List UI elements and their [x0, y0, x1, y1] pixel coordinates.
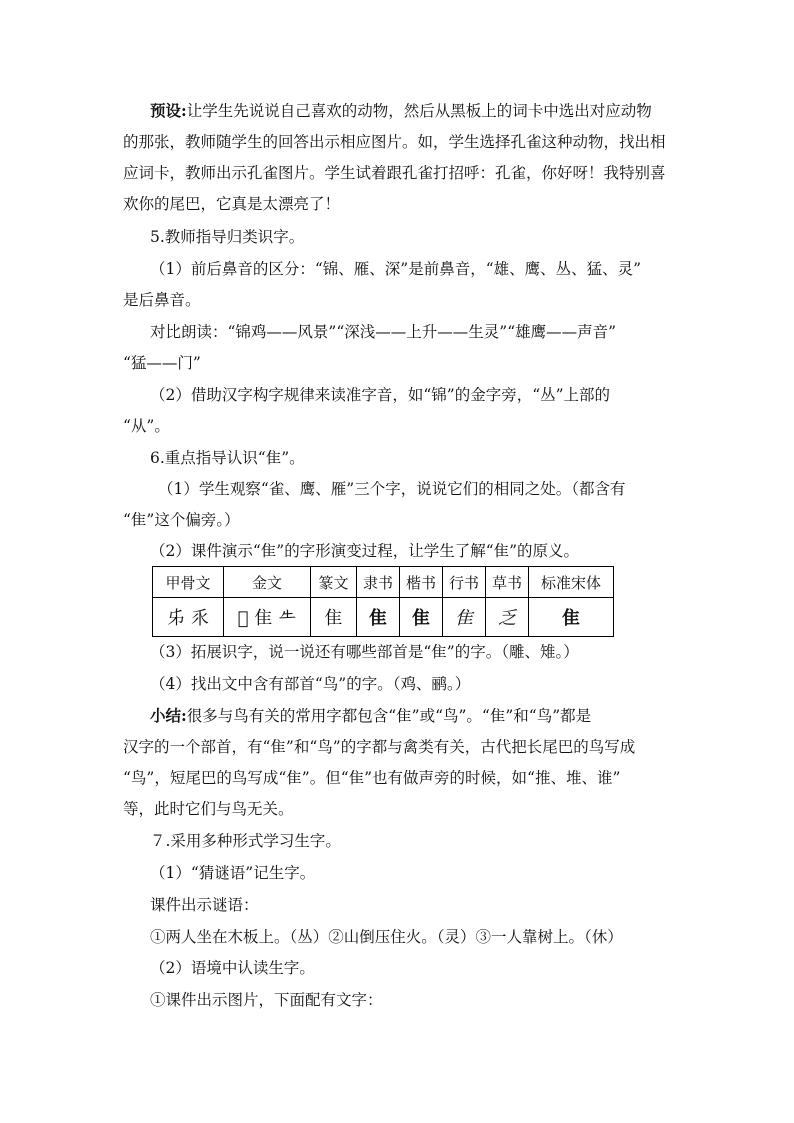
glyph-cell-oracle [153, 598, 224, 637]
step7-riddles: ①两人坐在木板上。（丛）②山倒压住火。（灵）③一人靠树上。（休） [150, 928, 623, 946]
glyph: 隹 [324, 608, 343, 629]
step5-p2-line-2: “从”。 [123, 417, 170, 435]
glyph-cell-seal [311, 598, 357, 637]
step5-p2-line-1: （2）借助汉字构字规律来读准字音，如“锦”的金字旁，“丛”上部的 [150, 386, 611, 404]
table-glyph-row [153, 598, 614, 637]
step7-p1: （1）“猜谜语”记生字。 [150, 864, 316, 882]
table-header-cell: 标准宋体 [529, 567, 614, 598]
step5-compare-line-1: 对比朗读：“锦鸡——风景”“深浅——上升——生灵”“雄鹰——声音” [150, 323, 617, 341]
glyph: 隹 [369, 608, 387, 629]
step7-p2: （2）语境中认读生字。 [150, 959, 315, 977]
glyph: 𠃧 [237, 608, 249, 629]
step7-title: ７.采用多种形式学习生字。 [150, 832, 341, 850]
glyph-cell-cursive [486, 598, 529, 637]
step6-p1-line-1: （1）学生观察“雀、鹰、雁”三个字，说说它们的相同之处。（都含有 [158, 480, 626, 498]
summary-text: 很多与鸟有关的常用字都包含“隹”或“鸟”。“隹”和“鸟”都是 [186, 707, 592, 725]
table-header-cell: 行书 [443, 567, 486, 598]
table-header-cell: 金文 [224, 567, 311, 598]
preset-label: 预设: [150, 101, 187, 120]
table-header-row [153, 567, 614, 598]
glyph-evolution-table [152, 566, 614, 637]
step5-title: 5.教师指导归类识字。 [150, 228, 305, 246]
step6-p1-line-2: “隹”这个偏旁。） [123, 511, 240, 529]
glyph-cell-clerical [357, 598, 400, 637]
step7-p2-sub: ①课件出示图片，下面配有文字： [150, 991, 383, 1009]
glyph: 隹 [562, 608, 580, 629]
table-header-cell: 草书 [486, 567, 529, 598]
glyph: 乏 [498, 608, 516, 629]
preset-text: 让学生先说说自己喜欢的动物，然后从黑板上的词卡中选出对应动物 [186, 102, 652, 120]
table-header-cell: 篆文 [311, 567, 357, 598]
step7-riddle-intro: 课件出示谜语： [150, 896, 259, 914]
glyph: 隹 [455, 608, 473, 629]
preset-line-3: 应词卡，教师出示孔雀图片。学生试着跟孔雀打招呼：孔雀，你好呀！我特别喜 [123, 164, 666, 182]
glyph-cell-bronze [224, 598, 311, 637]
table-header-cell: 甲骨文 [153, 567, 224, 598]
glyph-cell-song [529, 598, 614, 637]
step6-p4: （4）找出文中含有部首“鸟”的字。（鸡、鹂。） [150, 675, 471, 693]
table-header-cell: 楷书 [400, 567, 443, 598]
summary-label: 小结: [150, 706, 187, 725]
summary-line-2: 汉字的一个部首，有“隹”和“鸟”的字都与禽类有关，古代把长尾巴的鸟写成 [123, 738, 636, 756]
glyph: 𠂔 [167, 608, 185, 629]
preset-line-2: 的那张，教师随学生的回答出示相应图片。如，学生选择孔雀这种动物，找出相 [123, 133, 666, 151]
glyph: 乑 [191, 608, 209, 629]
summary-line-3: “鸟”，短尾巴的鸟写成“隹”。但“隹”也有做声旁的时候，如“推、堆、谁” [123, 769, 621, 787]
glyph-cell-regular [400, 598, 443, 637]
preset-line-1 [150, 101, 710, 121]
step6-p2: （2）课件演示“隹”的字形演变过程，让学生了解“隹”的原义。 [150, 542, 580, 560]
step6-title: 6.重点指导认识“隹”。 [150, 449, 305, 467]
glyph-cell-running [443, 598, 486, 637]
step6-p3: （3）拓展识字，说一说还有哪些部首是“隹”的字。（雕、雉。） [150, 643, 579, 661]
step5-p1-line-2: 是后鼻音。 [123, 291, 201, 309]
glyph: 隹 [254, 608, 273, 629]
summary-line-4: 等，此时它们与鸟无关。 [123, 800, 294, 818]
preset-line-4: 欢你的尾巴，它真是太漂亮了！ [123, 195, 341, 213]
table-header-cell: 隶书 [357, 567, 400, 598]
step5-compare-line-2: “猛——门” [123, 354, 201, 372]
glyph: 隹 [412, 608, 430, 629]
glyph: 𠂒 [278, 608, 297, 629]
step5-p1-line-1: （1）前后鼻音的区分：“锦、雁、深”是前鼻音，“雄、鹰、丛、猛、灵” [150, 260, 642, 278]
summary-line-1 [150, 706, 710, 726]
